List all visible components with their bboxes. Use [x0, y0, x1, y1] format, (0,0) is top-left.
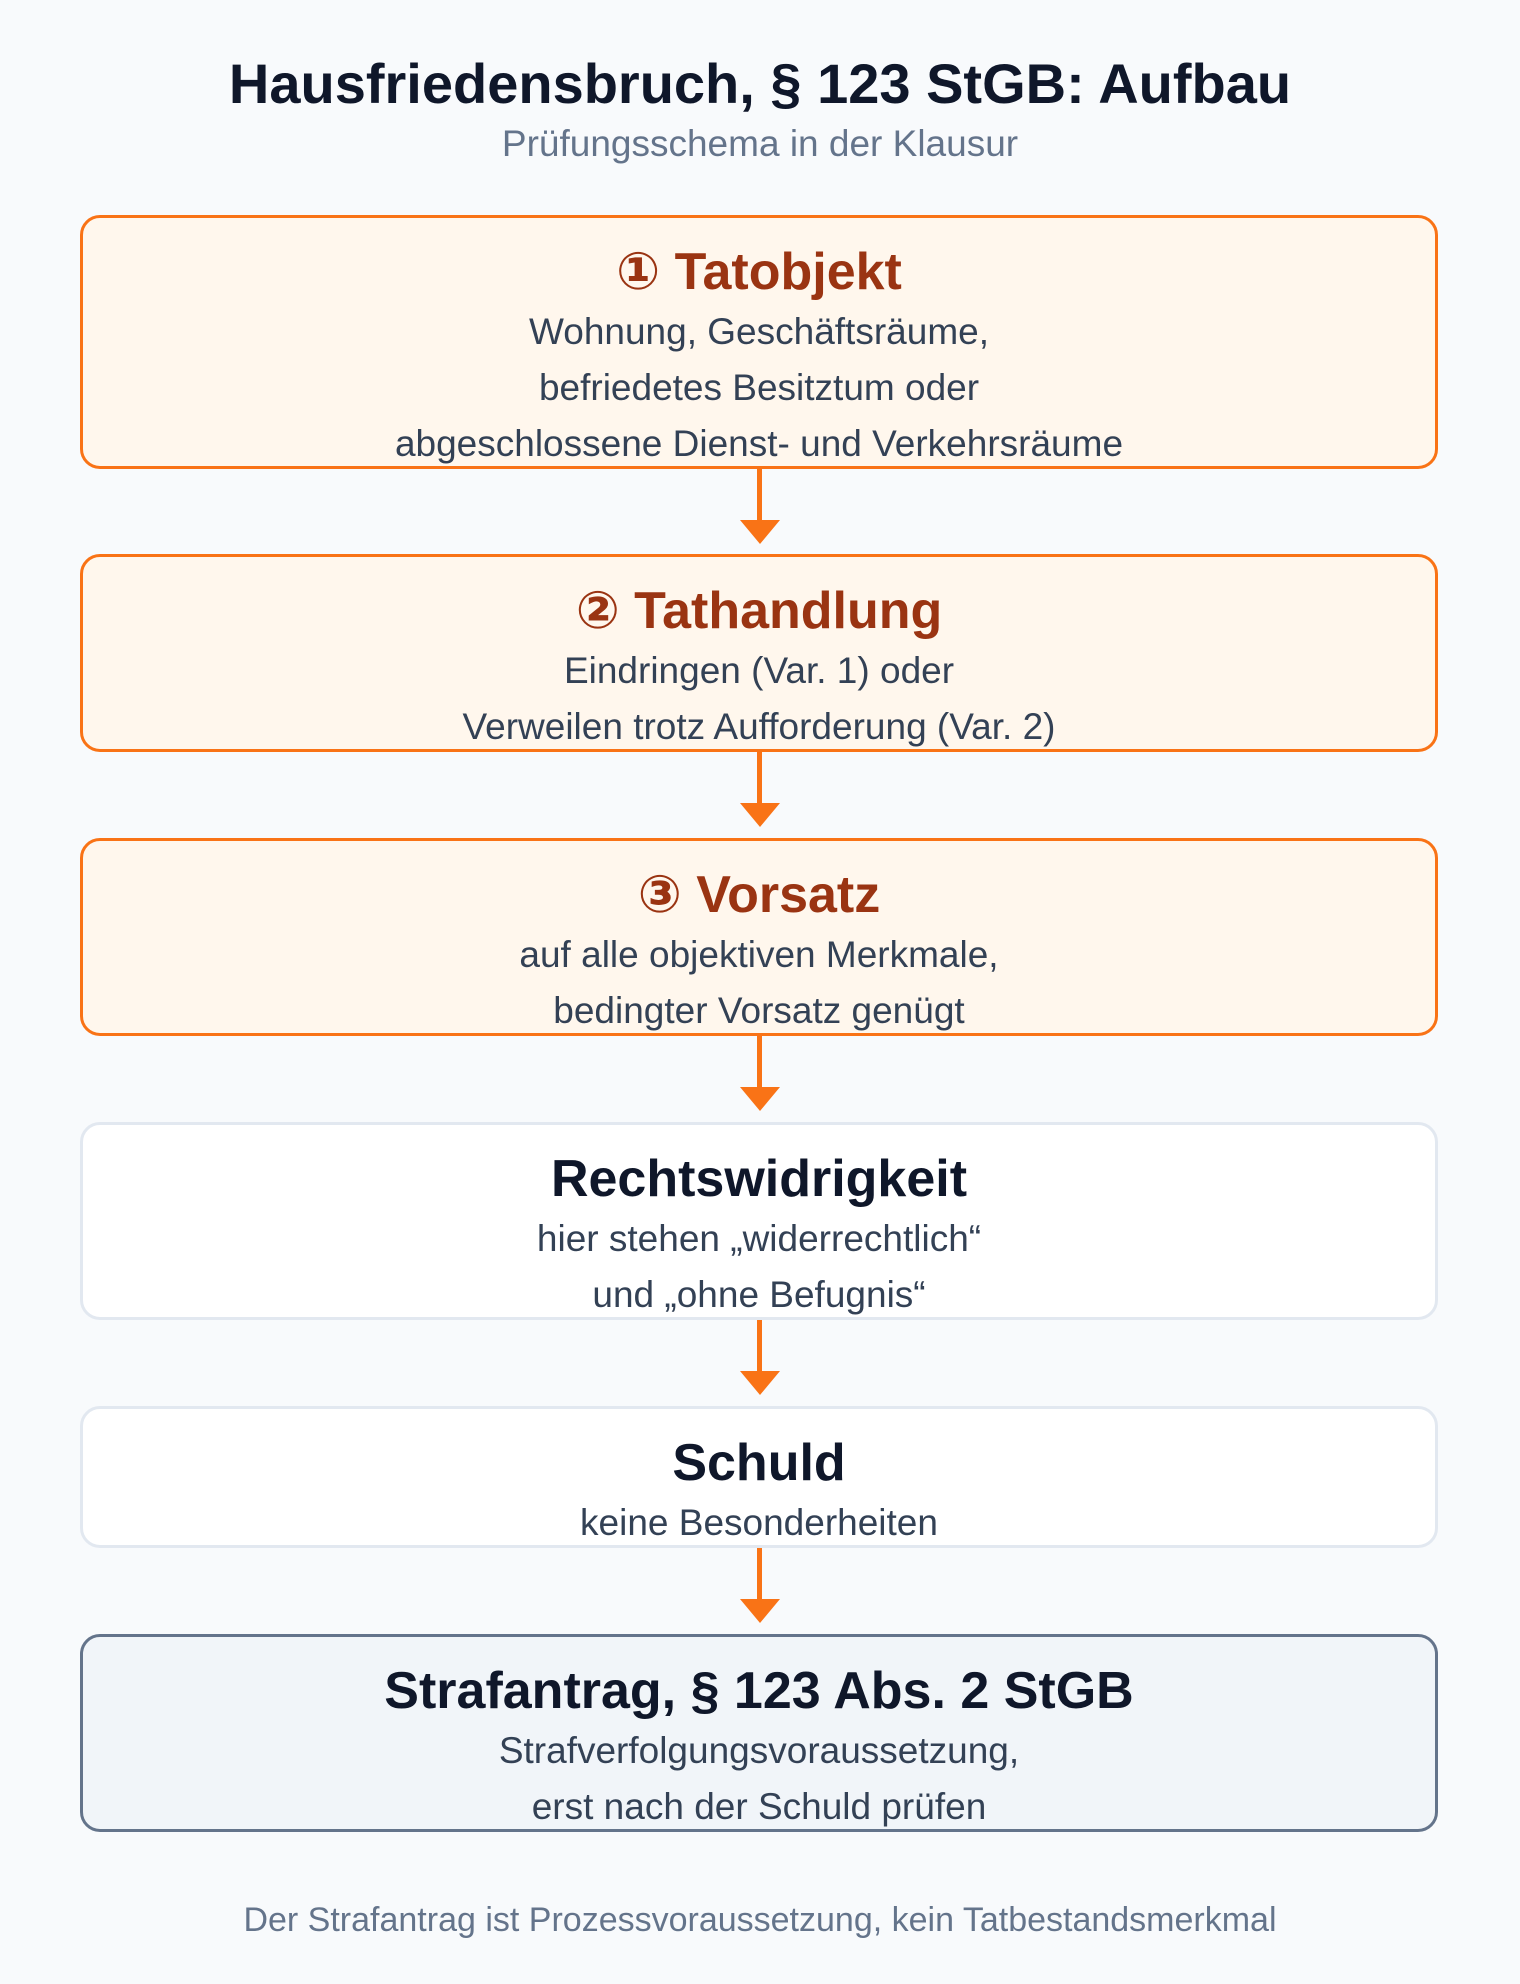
- step-box-tathandlung: [80, 554, 1438, 752]
- step-line: und „ohne Befugnis“: [592, 1274, 926, 1315]
- step-title: Schuld: [672, 1434, 846, 1492]
- step-line: Strafverfolgungsvoraussetzung,: [498, 1730, 1020, 1771]
- step-line: keine Besonderheiten: [580, 1502, 938, 1543]
- step-line: Eindringen (Var. 1) oder: [563, 650, 955, 691]
- step-title: Strafantrag, § 123 Abs. 2 StGB: [384, 1662, 1134, 1720]
- flow-arrow: [740, 1548, 780, 1623]
- flow-arrow: [740, 469, 780, 544]
- step-line: Wohnung, Geschäftsräume,: [528, 311, 989, 352]
- diagram-title: Hausfriedensbruch, § 123 StGB: Aufbau: [228, 52, 1292, 115]
- step-title: ② Tathandlung: [575, 582, 943, 640]
- step-box-strafantrag: [80, 1634, 1438, 1832]
- flow-arrow: [740, 1036, 780, 1111]
- flow-arrow: [740, 752, 780, 827]
- step-line: hier stehen „widerrechtlich“: [536, 1218, 982, 1259]
- step-line: abgeschlossene Dienst- und Verkehrsräume: [394, 423, 1124, 464]
- step-line: Verweilen trotz Aufforderung (Var. 2): [462, 706, 1056, 747]
- step-title: ① Tatobjekt: [616, 243, 902, 301]
- step-line: auf alle objektiven Merkmale,: [519, 934, 999, 975]
- step-box-tatobjekt: [80, 215, 1438, 469]
- step-line: befriedetes Besitztum oder: [538, 367, 980, 408]
- diagram-subtitle: Prüfungsschema in der Klausur: [501, 123, 1019, 164]
- footer-note: Der Strafantrag ist Prozessvoraussetzung, kein Tatbestandsmerkmal: [243, 1901, 1277, 1939]
- step-line: bedingter Vorsatz genügt: [553, 990, 965, 1031]
- step-box-schuld: [80, 1406, 1438, 1548]
- step-line: erst nach der Schuld prüfen: [531, 1786, 987, 1827]
- step-title: Rechtswidrigkeit: [550, 1150, 968, 1208]
- step-box-vorsatz: [80, 838, 1438, 1036]
- flow-arrow: [740, 1320, 780, 1395]
- step-box-rechtswidrigkeit: [80, 1122, 1438, 1320]
- step-title: ③ Vorsatz: [637, 866, 881, 924]
